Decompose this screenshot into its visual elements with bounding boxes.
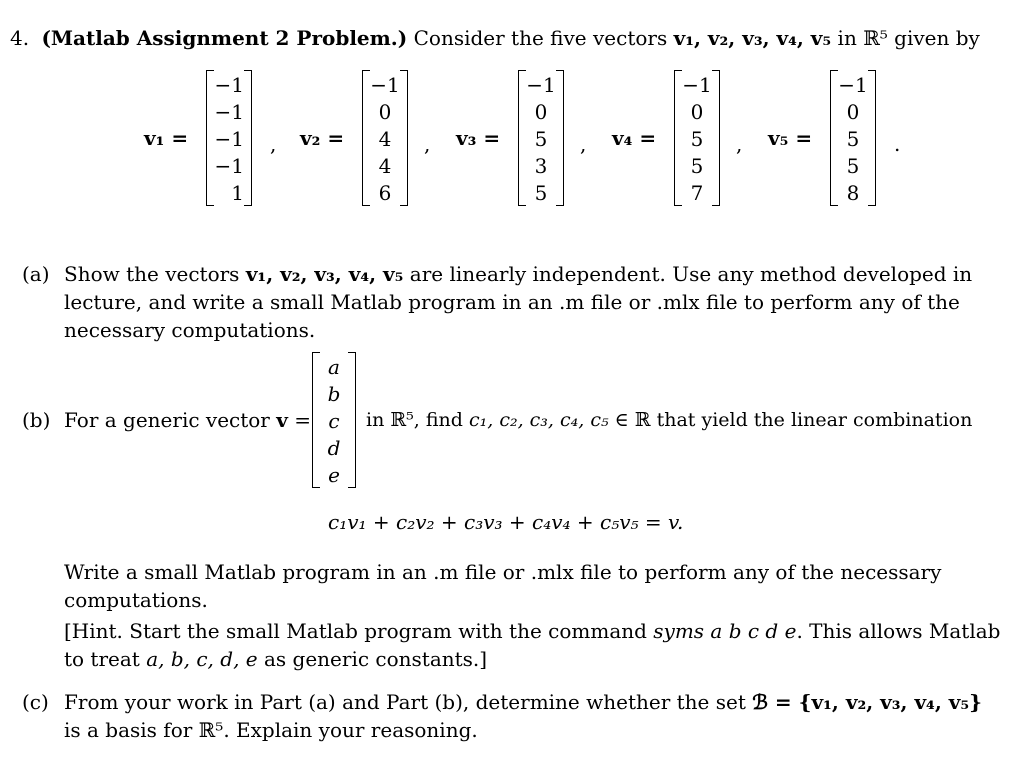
matrix-cell: 0: [846, 100, 860, 124]
part-a-line1-post: are linearly independent. Use any method developed in: [403, 262, 973, 286]
matrix-cell: −1: [214, 73, 244, 97]
matrix-cell: 4: [378, 127, 392, 151]
part-a-text: [64, 260, 984, 344]
vector-matrix-v3: [518, 70, 564, 206]
problem-intro: Consider the five vectors: [413, 26, 674, 50]
matrix-cell: 7: [690, 181, 704, 205]
part-b-write: [64, 558, 1001, 673]
part-b-eq: =: [287, 408, 311, 432]
part-a-vectors: v₁, v₂, v₃, v₄, v₅: [245, 262, 404, 286]
matrix-cell: 5: [690, 127, 704, 151]
vector-separator: ,: [580, 132, 587, 156]
vector-label-v5: v₅ =: [768, 126, 813, 150]
hint-vars: a, b, c, d, e: [146, 647, 258, 671]
part-a-line2: lecture, and write a small Matlab program in an .m file or .mlx file to perform any of the: [64, 290, 960, 314]
part-b-elem: ∈: [608, 409, 635, 431]
matrix-cell: e: [328, 463, 340, 487]
vector-label-v2: v₂ =: [300, 126, 345, 150]
vector-matrix-v2: [362, 70, 408, 206]
part-a-line1-pre: Show the vectors: [64, 262, 246, 286]
part-b-coeffs: c₁, c₂, c₃, c₄, c₅: [468, 409, 609, 431]
vector-matrix-v1: [206, 70, 252, 206]
part-b-find-word: , find: [413, 409, 469, 431]
vector-matrix-v4: [674, 70, 720, 206]
matrix-cell: −1: [214, 127, 244, 151]
problem-number: 4.: [10, 26, 30, 50]
part-c-text: [64, 688, 984, 744]
problem-intro-post: given by: [887, 26, 980, 50]
vector-separator: ,: [424, 132, 431, 156]
vector-label-v3: v₃ =: [456, 126, 501, 150]
problem-intro-in: in: [831, 26, 864, 50]
hint-post: . This allows Matlab: [796, 619, 1001, 643]
matrix-cell: 5: [846, 154, 860, 178]
part-b-label: (b): [22, 408, 51, 432]
matrix-cell: 0: [378, 100, 392, 124]
vector-label-v4: v₄ =: [612, 126, 657, 150]
hint-line2-post: as generic constants.]: [257, 647, 488, 671]
part-b-find: [366, 406, 972, 434]
matrix-cell: −1: [838, 73, 868, 97]
hint-pre: [Hint. Start the small Matlab program with the command: [64, 619, 654, 643]
problem-statement: [10, 24, 980, 52]
vector-separator: .: [894, 132, 901, 156]
matrix-cell: a: [328, 355, 340, 379]
matrix-cell: 1: [231, 181, 244, 205]
part-a-line3: necessary computations.: [64, 318, 316, 342]
matrix-cell: 6: [378, 181, 392, 205]
vector-separator: ,: [270, 132, 277, 156]
part-c-line2-pre: is a basis for: [64, 718, 199, 742]
hint-command: syms a b c d e: [653, 619, 797, 643]
problem-intro-vectors: v₁, v₂, v₃, v₄, v₅: [673, 26, 832, 50]
part-b-intro: [64, 406, 311, 434]
part-b-space: ℝ⁵: [390, 409, 414, 431]
generic-vector-matrix: [312, 352, 356, 488]
matrix-cell: 5: [534, 127, 548, 151]
matrix-cell: 0: [534, 100, 548, 124]
part-b-pre: For a generic vector: [64, 408, 277, 432]
problem-title: (Matlab Assignment 2 Problem.): [41, 26, 408, 50]
matrix-cell: 8: [846, 181, 860, 205]
hint-line2-pre: to treat: [64, 647, 147, 671]
matrix-cell: −1: [682, 73, 712, 97]
matrix-cell: 5: [846, 127, 860, 151]
matrix-cell: 3: [534, 154, 548, 178]
vector-matrix-v5: [830, 70, 876, 206]
matrix-cell: d: [327, 436, 341, 460]
part-b-write-line1: Write a small Matlab program in an .m file or .mlx file to perform any of the necessary: [64, 560, 942, 584]
vector-label-v1: v₁ =: [144, 126, 189, 150]
part-c-line1-pre: From your work in Part (a) and Part (b), determine whether the set: [64, 690, 753, 714]
part-a-label: (a): [22, 262, 50, 286]
matrix-cell: 4: [378, 154, 392, 178]
part-c-set: ℬ = {v₁, v₂, v₃, v₄, v₅}: [752, 690, 982, 714]
problem-intro-space: ℝ⁵: [863, 26, 888, 50]
part-b-write-line2: computations.: [64, 588, 208, 612]
matrix-cell: −1: [370, 73, 400, 97]
matrix-cell: 0: [690, 100, 704, 124]
part-b-rest: that yield the linear combination: [650, 409, 973, 431]
part-c-label: (c): [22, 690, 49, 714]
vector-separator: ,: [736, 132, 743, 156]
part-b-reals: ℝ: [634, 409, 651, 431]
matrix-cell: 5: [534, 181, 548, 205]
matrix-cell: −1: [214, 154, 244, 178]
part-b-in: in: [366, 409, 391, 431]
matrix-cell: −1: [214, 100, 244, 124]
part-c-line2-post: . Explain your reasoning.: [223, 718, 478, 742]
matrix-cell: 5: [690, 154, 704, 178]
part-c-space: ℝ⁵: [198, 718, 224, 742]
matrix-cell: b: [327, 382, 341, 406]
linear-combination-equation: c₁v₁ + c₂v₂ + c₃v₃ + c₄v₄ + c₅v₅ = v.: [328, 510, 684, 534]
matrix-cell: −1: [526, 73, 556, 97]
matrix-cell: c: [328, 409, 340, 433]
part-b-vec: v: [276, 408, 288, 432]
